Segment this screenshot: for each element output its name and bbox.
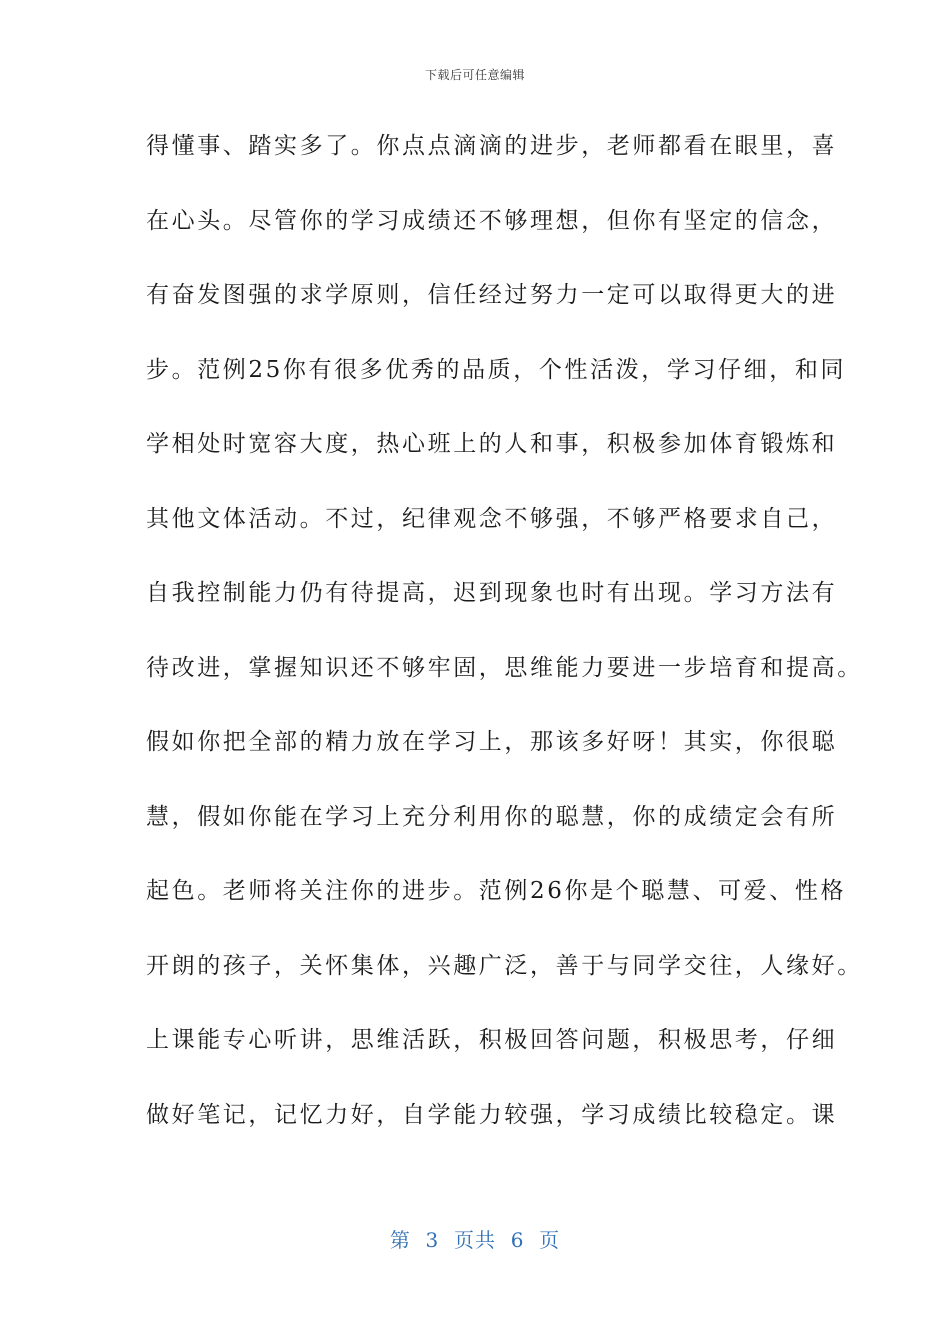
document-body [146,122,863,1165]
text-line: 自我控制能力仍有待提高，迟到现象也时有出现。学习方法有 [146,580,838,606]
page-number-footer: 第 3 页共 6 页 [389,1228,561,1252]
text-line: 假如你把全部的精力放在学习上，那该多好呀！其实，你很聪 [146,729,838,755]
text-line: 学相处时宽容大度，热心班上的人和事，积极参加体育锻炼和 [146,431,838,457]
text-line: 做好笔记，记忆力好，自学能力较强，学习成绩比较稳定。课 [146,1101,838,1128]
text-line: 慧，假如你能在学习上充分利用你的聪慧，你的成绩定会有所 [146,803,838,830]
text-line: 在心头。尽管你的学习成绩还不够理想，但你有坚定的信念， [146,207,838,234]
text-line: 有奋发图强的求学原则，信任经过努力一定可以取得更大的进 [146,282,838,308]
page-header-note: 下载后可任意编辑 [424,68,525,82]
text-line: 得懂事、踏实多了。你点点滴滴的进步，老师都看在眼里，喜 [146,133,838,159]
text-line: 开朗的孩子，关怀集体，兴趣广泛，善于与同学交往，人缘好。 [146,952,863,979]
text-line: 其他文体活动。不过，纪律观念不够强，不够严格要求自己， [146,505,838,532]
text-line: 步。范例25你有很多优秀的品质，个性活泼，学习仔细，和同 [146,356,847,383]
text-line: 起色。老师将关注你的进步。范例26你是个聪慧、可爱、性格 [146,878,847,904]
text-line: 上课能专心听讲，思维活跃，积极回答问题，积极思考，仔细 [146,1027,838,1053]
text-line: 待改进，掌握知识还不够牢固，思维能力要进一步培育和提高。 [146,654,863,681]
